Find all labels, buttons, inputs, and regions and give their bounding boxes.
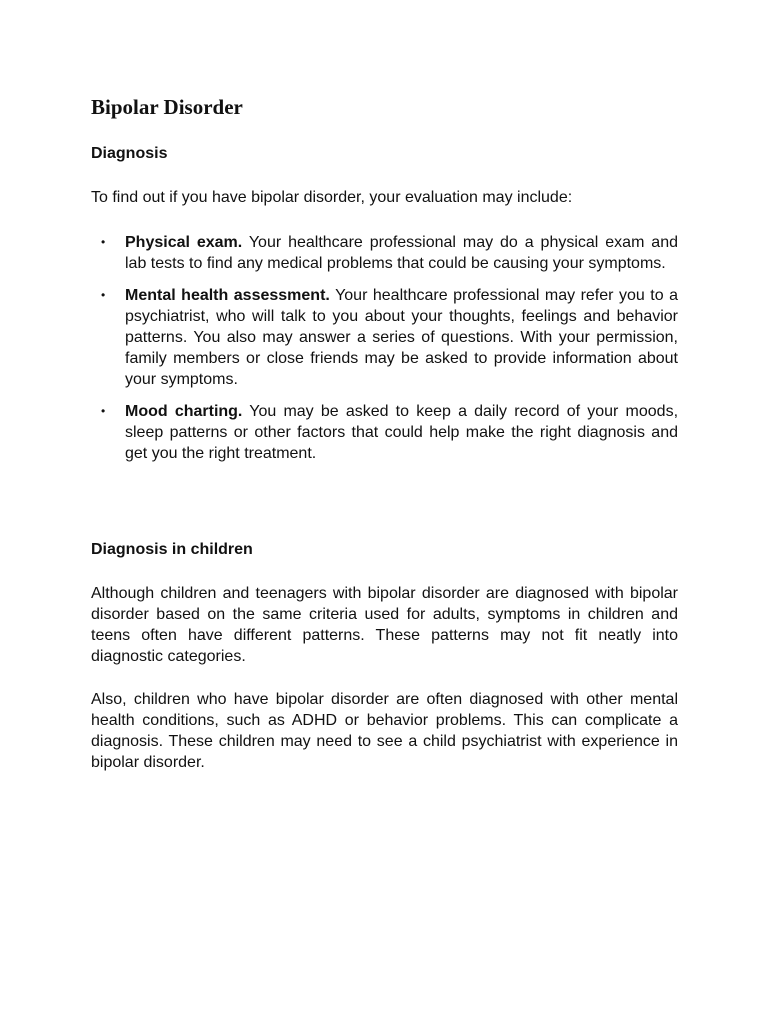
diagnosis-intro: To find out if you have bipolar disorder, your evaluation may include:	[91, 189, 573, 206]
list-item-mental-health-assessment	[91, 285, 678, 390]
children-paragraph-1: Although children and teenagers with bipolar disorder are diagnosed with bipolar disorder based on the same criteria used for adults, symptoms in children and teens often have different patterns. These patterns may not fit neatly into diagnostic categories.	[91, 585, 678, 665]
bullet-icon: •	[101, 235, 106, 249]
bullet-icon: •	[101, 404, 106, 418]
children-paragraph-2: Also, children who have bipolar disorder are often diagnosed with other mental health conditions, such as ADHD or behavior problems. This can complicate a diagnosis. These children may need to see a child psychiatrist with experience in bipolar disorder.	[91, 691, 678, 771]
list-item-mood-charting	[91, 401, 678, 464]
bullet-text: Your healthcare professional may do a physical exam and lab tests to find any medical problems that could be causing your symptoms.	[125, 234, 678, 272]
bullet-term: Mental health assessment.	[125, 287, 330, 304]
evaluation-list	[91, 232, 678, 475]
section-heading-diagnosis: Diagnosis	[91, 145, 168, 162]
bullet-icon: •	[101, 288, 106, 302]
bullet-text: You may be asked to keep a daily record of your moods, sleep patterns or other factors that could help make the right diagnosis and get you the right treatment.	[125, 403, 679, 462]
bullet-term: Physical exam.	[125, 234, 243, 251]
list-item-physical-exam	[91, 232, 678, 274]
bullet-term: Mood charting.	[125, 403, 243, 420]
section-heading-diagnosis-in-children: Diagnosis in children	[91, 541, 253, 558]
document-title: Bipolar Disorder	[91, 95, 243, 119]
bullet-text: Your healthcare professional may refer you to a psychiatrist, who will talk to you about your thoughts, feelings and behavior patterns. You also may answer a series of questions. With your permission, family members or close friends may be asked to provide information about your symptoms.	[125, 287, 679, 388]
